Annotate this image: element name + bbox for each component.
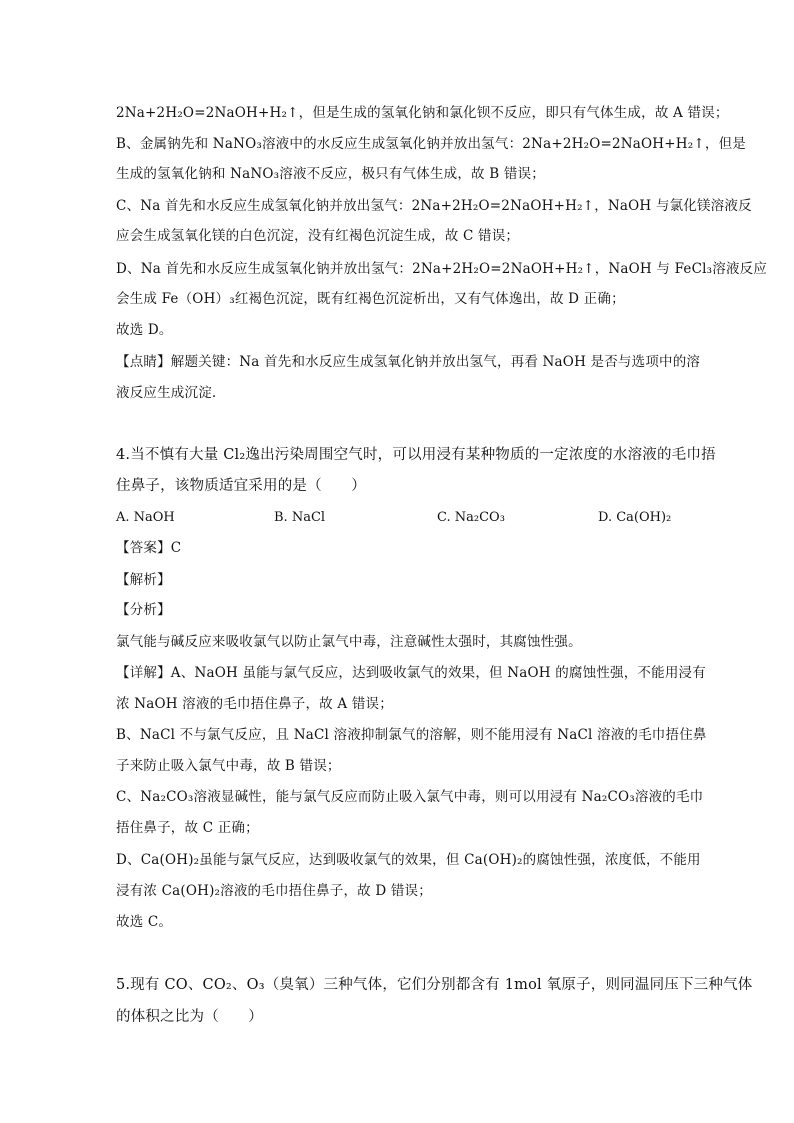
text-line: D、Ca(OH)₂虽能与氯气反应，达到吸收氯气的效果，但 Ca(OH)₂的腐蚀性强，浓度低，不能用 bbox=[116, 852, 701, 868]
question-5-stem: 的体积之比为（ ） bbox=[116, 1009, 263, 1025]
option-b: B. NaCl bbox=[274, 510, 326, 525]
text-line: 故选 C。 bbox=[116, 914, 173, 930]
text-line: 应会生成氢氧化镁的白色沉淀，没有红褐色沉淀生成，故 C 错误； bbox=[116, 228, 520, 244]
option-d: D. Ca(OH)₂ bbox=[598, 510, 672, 525]
text-line: 浸有浓 Ca(OH)₂溶液的毛巾捂住鼻子，故 D 错误； bbox=[116, 883, 432, 899]
tip-line: 【点睛】解题关键：Na 首先和水反应生成氢氧化钠并放出氢气，再看 NaOH 是否与选项中的溶 bbox=[116, 354, 701, 370]
text-line: 故选 D。 bbox=[116, 322, 173, 338]
text-line: 会生成 Fe（OH）₃红褐色沉淀，既有红褐色沉淀析出，又有气体逸出，故 D 正确； bbox=[116, 291, 625, 307]
option-c: C. Na₂CO₃ bbox=[437, 510, 505, 525]
text-line: 生成的氢氧化钠和 NaNO₃溶液不反应，极只有气体生成，故 B 错误； bbox=[116, 166, 545, 182]
text-line: 子来防止吸入氯气中毒，故 B 错误； bbox=[116, 758, 341, 774]
question-4-stem: 4.当不慎有大量 Cl₂逸出污染周围空气时，可以用浸有某种物质的一定浓度的水溶液的毛巾捂 bbox=[116, 447, 716, 463]
analysis-subheading: 【分析】 bbox=[116, 602, 171, 618]
option-a: A. NaOH bbox=[116, 510, 175, 525]
analysis-heading: 【解析】 bbox=[116, 572, 171, 588]
question-4-stem: 住鼻子，该物质适宜采用的是（ ） bbox=[116, 478, 366, 494]
text-line: D、Na 首先和水反应生成氢氧化钠并放出氢气：2Na+2H₂O=2NaOH+H₂↑，NaOH 与 FeCl₃溶液反应 bbox=[116, 261, 768, 277]
answer-line: 【答案】C bbox=[116, 540, 182, 556]
question-5-stem: 5.现有 CO、CO₂、O₃（臭氧）三种气体，它们分别都含有 1mol 氧原子，则同温同压下三种气体 bbox=[116, 977, 753, 993]
detail-line: 【详解】A、NaOH 虽能与氯气反应，达到吸收氯气的效果，但 NaOH 的腐蚀性强，不能用浸有 bbox=[116, 665, 706, 681]
text-line: 液反应生成沉淀. bbox=[116, 385, 217, 401]
text-line: C、Na₂CO₃溶液显碱性，能与氯气反应而防止吸入氯气中毒，则可以用浸有 Na₂CO₃溶液的毛巾 bbox=[116, 789, 704, 805]
text-line: C、Na 首先和水反应生成氢氧化钠并放出氢气：2Na+2H₂O=2NaOH+H₂↑，NaOH 与氯化镁溶液反 bbox=[116, 198, 752, 214]
text-line: 氯气能与碱反应来吸收氯气以防止氯气中毒，注意碱性太强时，其腐蚀性强。 bbox=[116, 634, 582, 650]
text-line: 2Na+2H₂O=2NaOH+H₂↑，但是生成的氢氧化钠和氯化钡不反应，即只有气体生成，故 A 错误； bbox=[116, 105, 729, 121]
text-line: B、NaCl 不与氯气反应，且 NaCl 溶液抑制氯气的溶解，则不能用浸有 NaCl 溶液的毛巾捂住鼻 bbox=[116, 727, 707, 743]
text-line: 浓 NaOH 溶液的毛巾捂住鼻子，故 A 错误； bbox=[116, 696, 393, 712]
text-line: 捂住鼻子，故 C 正确； bbox=[116, 820, 259, 836]
text-line: B、金属钠先和 NaNO₃溶液中的水反应生成氢氧化钠并放出氢气：2Na+2H₂O=2NaOH+H₂↑，但是 bbox=[116, 136, 746, 152]
